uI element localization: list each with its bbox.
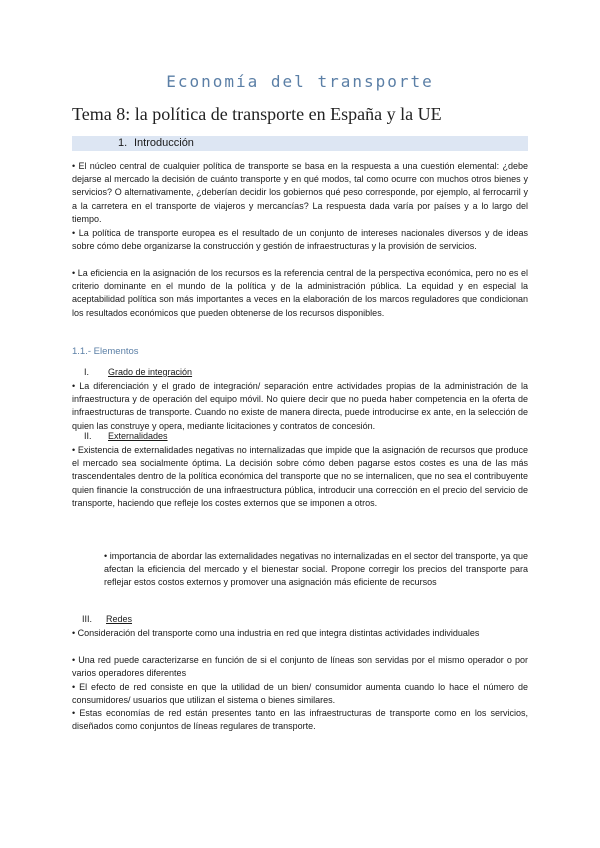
item-label: Externalidades	[108, 431, 168, 441]
subsection-title: 1.1.- Elementos	[72, 346, 139, 357]
integracion-paragraph: • La diferenciación y el grado de integración/ separación entre actividades propias de la administración de la infraestructura y de operación del equipo móvil. No quiere decir que no pueda haber competencia en la oferta de infraestructuras de transporte. Cuando no existe de manera directa, puede introducirse ex ante, en la selección de quien las construye y opera, mediante licitaciones y contratos de concesión.	[72, 381, 528, 431]
externalidades-nested-bullet: • importancia de abordar las externalidades negativas no internalizadas en el sector del transporte, ya que afectan la eficiencia del mercado y el bienestar social. Propone corregir los precios del transporte para reflejar estos costos externos y promover una asignación más eficiente de recursos	[104, 551, 528, 588]
intro-paragraph-2: • La política de transporte europea es el resultado de un conjunto de intereses nacionales diversos y de ideas sobre cómo debe organizarse la construcción y gestión de infraestructuras y la provisión de servicios.	[72, 228, 528, 252]
intro-paragraph-1: • El núcleo central de cualquier política de transporte se basa en la respuesta a una cuestión elemental: ¿debe dejarse al mercado la decisión de cuánto transporte y en qué modos, tal como ocurre con muchos otros bienes y servicios? O alternativamente, ¿deberían decidir los gobiernos qué peso corresponde, por ejemplo, al ferrocarril y a la carretera en el transporte de viajeros y mercancías? La respuesta dada varía por países y a lo largo del tiempo.	[72, 161, 528, 224]
intro-paragraph-3: • La eficiencia en la asignación de los recursos es la referencia central de la perspectiva económica, pero no es el criterio dominante en el mundo de la política y de la administración pública. La equidad y en especial la aceptabilidad política son más importantes a veces en la elaboración de los marcos reguladores que condicionan los resultados económicos que pueden obtenerse de los recursos disponibles.	[72, 268, 528, 318]
redes-paragraph-1: • Consideración del transporte como una industria en red que integra distintas actividades individuales	[72, 628, 480, 638]
item-roman: III.	[82, 614, 93, 624]
section-number: 1.	[118, 137, 128, 149]
item-label: Redes	[106, 614, 133, 624]
section-title: Introducción	[134, 137, 194, 149]
tema-title: Tema 8: la política de transporte en España y la UE	[72, 104, 442, 124]
item-roman: I.	[84, 367, 90, 377]
redes-paragraph-4: • Estas economías de red están presentes tanto en las infraestructuras de transporte como en los servicios, diseñados como conjuntos de líneas regulares de transporte.	[72, 708, 528, 732]
externalidades-paragraph: • Existencia de externalidades negativas no internalizadas que impide que la asignación de recursos que produce el mercado sea socialmente óptima. La decisión sobre cómo deben pagarse estos costes es una de las más trascendentales dentro de la política económica del transporte que no se internalicen, que no sea el contribuyente quien financie la construcción de una infraestructura pública, introducir una corrección en el precio del servicio de transporte, haciendo que refleje los costes externos que se imponen a otros.	[72, 445, 528, 508]
redes-paragraph-2: • Una red puede caracterizarse en función de si el conjunto de líneas son servidas por el mismo operador o por varios operadores diferentes	[72, 655, 528, 679]
item-label: Grado de integración	[108, 367, 193, 377]
document-title: Economía del transporte	[166, 72, 434, 91]
section-heading-introduccion	[72, 136, 528, 151]
redes-paragraph-3: • El efecto de red consiste en que la utilidad de un bien/ consumidor aumenta cuando lo hace el número de consumidores/ usuarios que utilizan el sistema o bienes similares.	[72, 682, 528, 706]
item-roman: II.	[84, 431, 92, 441]
